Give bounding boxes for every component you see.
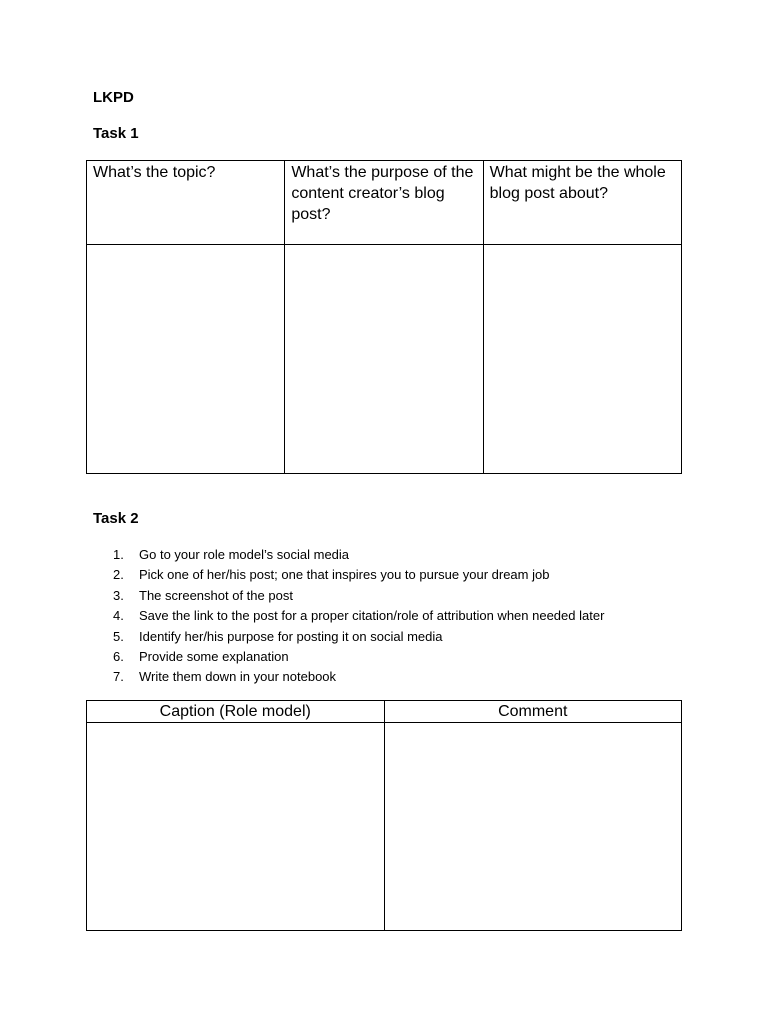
step-text: Write them down in your notebook bbox=[139, 669, 337, 685]
task1-header-row bbox=[87, 161, 682, 245]
step-number: 5. bbox=[113, 628, 124, 644]
task2-header-comment: Comment bbox=[384, 701, 682, 723]
task1-table bbox=[86, 160, 682, 474]
step-number: 3. bbox=[113, 587, 124, 603]
task1-answer-topic-cell[interactable] bbox=[87, 245, 285, 474]
step-number: 1. bbox=[113, 547, 124, 562]
task1-answer-whole-post-cell[interactable] bbox=[483, 245, 681, 474]
step-text: The screenshot of the post bbox=[139, 587, 293, 603]
step-number: 7. bbox=[113, 669, 124, 685]
task1-header-topic: What’s the topic? bbox=[87, 161, 285, 245]
task2-answer-row bbox=[87, 723, 682, 931]
task2-heading: Task 2 bbox=[93, 510, 139, 527]
step-text: Pick one of her/his post; one that inspires you to pursue your dream job bbox=[139, 567, 550, 583]
document-title: LKPD bbox=[93, 89, 134, 106]
step-text: Save the link to the post for a proper citation/role of attribution when needed later bbox=[139, 608, 605, 624]
task2-answer-comment-cell[interactable] bbox=[384, 723, 682, 931]
step-number: 6. bbox=[113, 648, 124, 664]
list-item bbox=[113, 647, 604, 667]
task1-header-purpose: What’s the purpose of the content creator’s blog post? bbox=[285, 161, 483, 245]
step-text: Go to your role model’s social media bbox=[139, 547, 350, 562]
task2-header-row bbox=[87, 701, 682, 723]
list-item bbox=[113, 545, 604, 565]
list-item bbox=[113, 627, 604, 647]
step-text: Provide some explanation bbox=[139, 648, 289, 664]
list-item bbox=[113, 565, 604, 585]
task2-table bbox=[86, 700, 682, 931]
list-item bbox=[113, 606, 604, 626]
step-text: Identify her/his purpose for posting it on social media bbox=[139, 628, 443, 644]
step-number: 4. bbox=[113, 608, 124, 624]
task1-heading: Task 1 bbox=[93, 125, 139, 142]
task2-answer-caption-cell[interactable] bbox=[87, 723, 385, 931]
list-item bbox=[113, 586, 604, 606]
task1-answer-row bbox=[87, 245, 682, 474]
list-item bbox=[113, 667, 604, 687]
step-number: 2. bbox=[113, 567, 124, 583]
task2-header-caption: Caption (Role model) bbox=[87, 701, 385, 723]
task2-steps-list bbox=[113, 545, 604, 688]
task1-answer-purpose-cell[interactable] bbox=[285, 245, 483, 474]
task1-header-whole-post: What might be the whole blog post about? bbox=[483, 161, 681, 245]
